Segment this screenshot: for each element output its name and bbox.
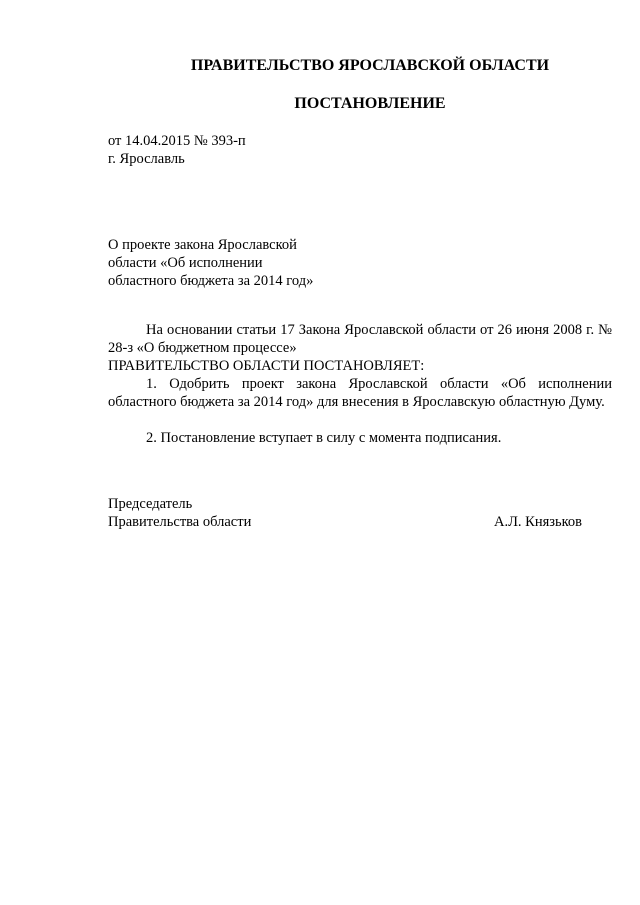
signer-position: Председатель (108, 496, 193, 512)
resolves-heading: ПРАВИТЕЛЬСТВО ОБЛАСТИ ПОСТАНОВЛЯЕТ: (108, 358, 425, 374)
resolution-item-1: 1. Одобрить проект закона Ярославской области «Об исполнении областного бюджета за 2014 год» для внесения в Ярославскую областную Думу. (108, 376, 612, 410)
city: г. Ярославль (108, 151, 185, 167)
resolution-item-2: 2. Постановление вступает в силу с момента подписания. (146, 430, 502, 446)
subject-line: областного бюджета за 2014 год» (108, 273, 314, 289)
date-number: от 14.04.2015 № 393-п (108, 133, 246, 149)
signer-position: Правительства области (108, 514, 252, 530)
document-type-title: ПОСТАНОВЛЕНИЕ (294, 95, 446, 112)
subject-line: области «Об исполнении (108, 255, 263, 271)
organization-title: ПРАВИТЕЛЬСТВО ЯРОСЛАВСКОЙ ОБЛАСТИ (190, 57, 550, 74)
subject-line: О проекте закона Ярославской (108, 237, 297, 253)
signer-name: А.Л. Князьков (494, 514, 583, 530)
preamble-paragraph: На основании статьи 17 Закона Ярославской области от 26 июня 2008 г. № 28-з «О бюджетном процессе» (108, 322, 612, 356)
